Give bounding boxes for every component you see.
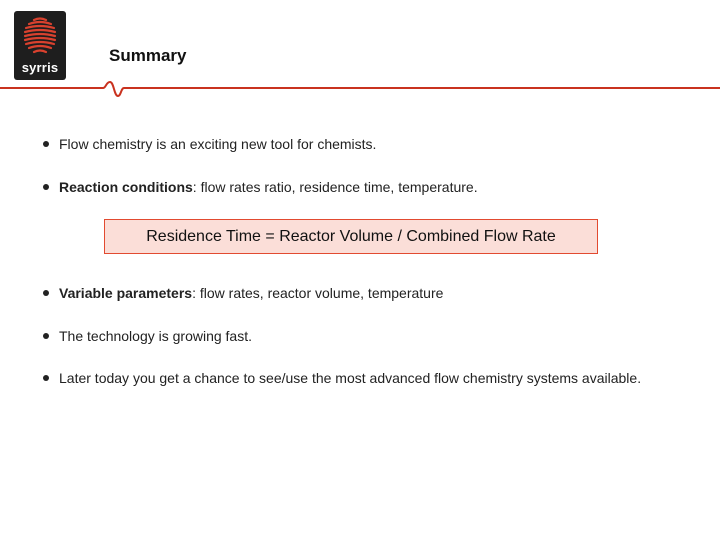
- bullet-dot: [43, 333, 49, 339]
- logo-brand-text: syrris: [21, 60, 59, 75]
- bullet-dot: [43, 184, 49, 190]
- bullet-dot: [43, 141, 49, 147]
- bullet-dot: [43, 290, 49, 296]
- syrris-logo: [14, 11, 66, 80]
- bullet-text: Later today you get a chance to see/use the most advanced flow chemistry systems available.: [59, 370, 642, 386]
- residence-time-formula-box: Residence Time = Reactor Volume / Combined Flow Rate: [104, 219, 598, 254]
- bullet-dot: [43, 375, 49, 381]
- syrris-coil-icon: [20, 16, 60, 58]
- bullet-text: The technology is growing fast.: [59, 328, 252, 344]
- header-divider: [0, 78, 720, 102]
- bullet-text: Variable parameters: flow rates, reactor volume, temperature: [59, 285, 444, 301]
- bullet-text: Reaction conditions: flow rates ratio, residence time, temperature.: [59, 179, 478, 195]
- bullet-text: Flow chemistry is an exciting new tool for chemists.: [59, 136, 377, 152]
- page-title: Summary: [109, 46, 187, 65]
